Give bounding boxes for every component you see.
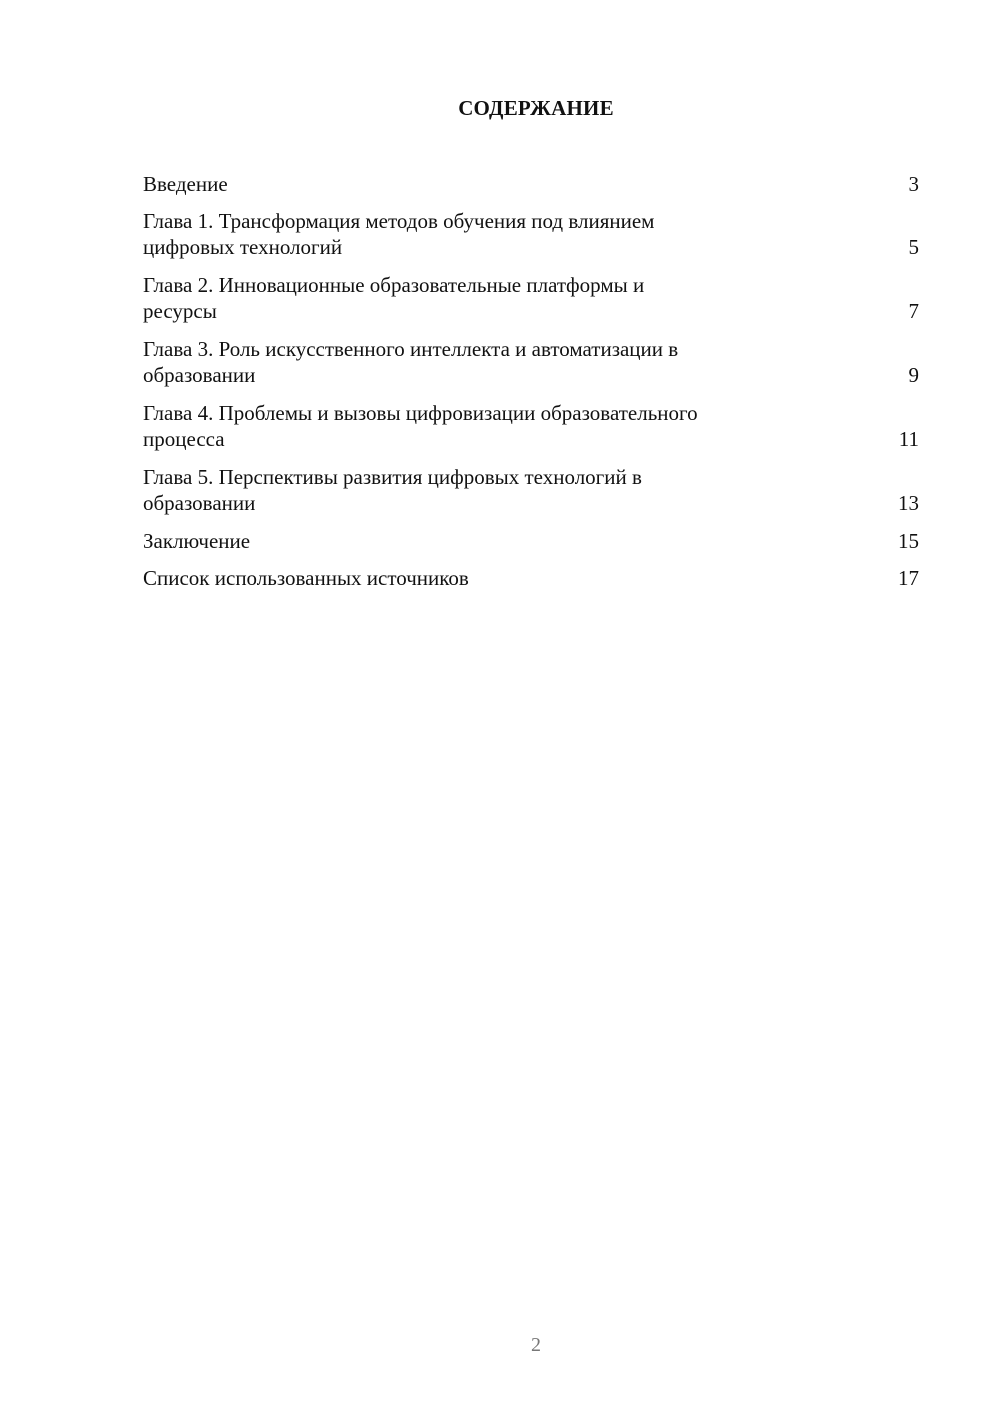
toc-entry-page: 7 [908,299,919,323]
toc-entry-title [143,208,823,260]
toc-entry-page: 5 [908,235,919,259]
toc-entry-title [143,272,823,324]
toc-entry-chapter-3[interactable] [143,336,919,388]
toc-entry-title [143,464,823,516]
toc-entry-line: образовании [143,363,256,387]
toc-entry-page: 13 [898,491,919,515]
page-title: СОДЕРЖАНИЕ [458,96,614,120]
toc-entry-line: Заключение [143,529,251,553]
toc-entry-title [143,171,823,197]
toc-entry-chapter-2[interactable] [143,272,919,324]
toc-entry-line: Список использованных источников [143,566,469,590]
toc-entry-page: 11 [898,427,919,451]
toc-entry-line: Глава 3. Роль искусственного интеллекта и автоматизации в [143,337,679,361]
toc-entry-line: процесса [143,427,225,451]
toc-entry-page: 3 [908,172,919,196]
toc-entry-line: образовании [143,491,256,515]
toc-entry-line: Введение [143,172,228,196]
toc-entry-chapter-1[interactable] [143,208,919,260]
toc-entry-introduction[interactable] [143,171,919,197]
toc-entry-chapter-4[interactable] [143,400,919,452]
toc-entry-line: Глава 4. Проблемы и вызовы цифровизации образовательного [143,401,698,425]
page-number: 2 [531,1334,541,1356]
toc-entry-page: 9 [908,363,919,387]
toc-entry-title [143,565,823,591]
toc-entry-references[interactable] [143,565,919,591]
toc-entry-line: ресурсы [143,299,217,323]
toc-entry-line: Глава 5. Перспективы развития цифровых технологий в [143,465,642,489]
toc-entry-line: Глава 1. Трансформация методов обучения под влиянием [143,209,655,233]
toc-entry-title [143,528,823,554]
toc-entry-page: 17 [898,566,919,590]
toc-entry-page: 15 [898,529,919,553]
toc-entry-chapter-5[interactable] [143,464,919,516]
toc-entry-title [143,400,823,452]
table-of-contents [143,171,919,602]
toc-entry-line: цифровых технологий [143,235,343,259]
toc-entry-title [143,336,823,388]
toc-entry-conclusion[interactable] [143,528,919,554]
toc-entry-line: Глава 2. Инновационные образовательные платформы и [143,273,645,297]
